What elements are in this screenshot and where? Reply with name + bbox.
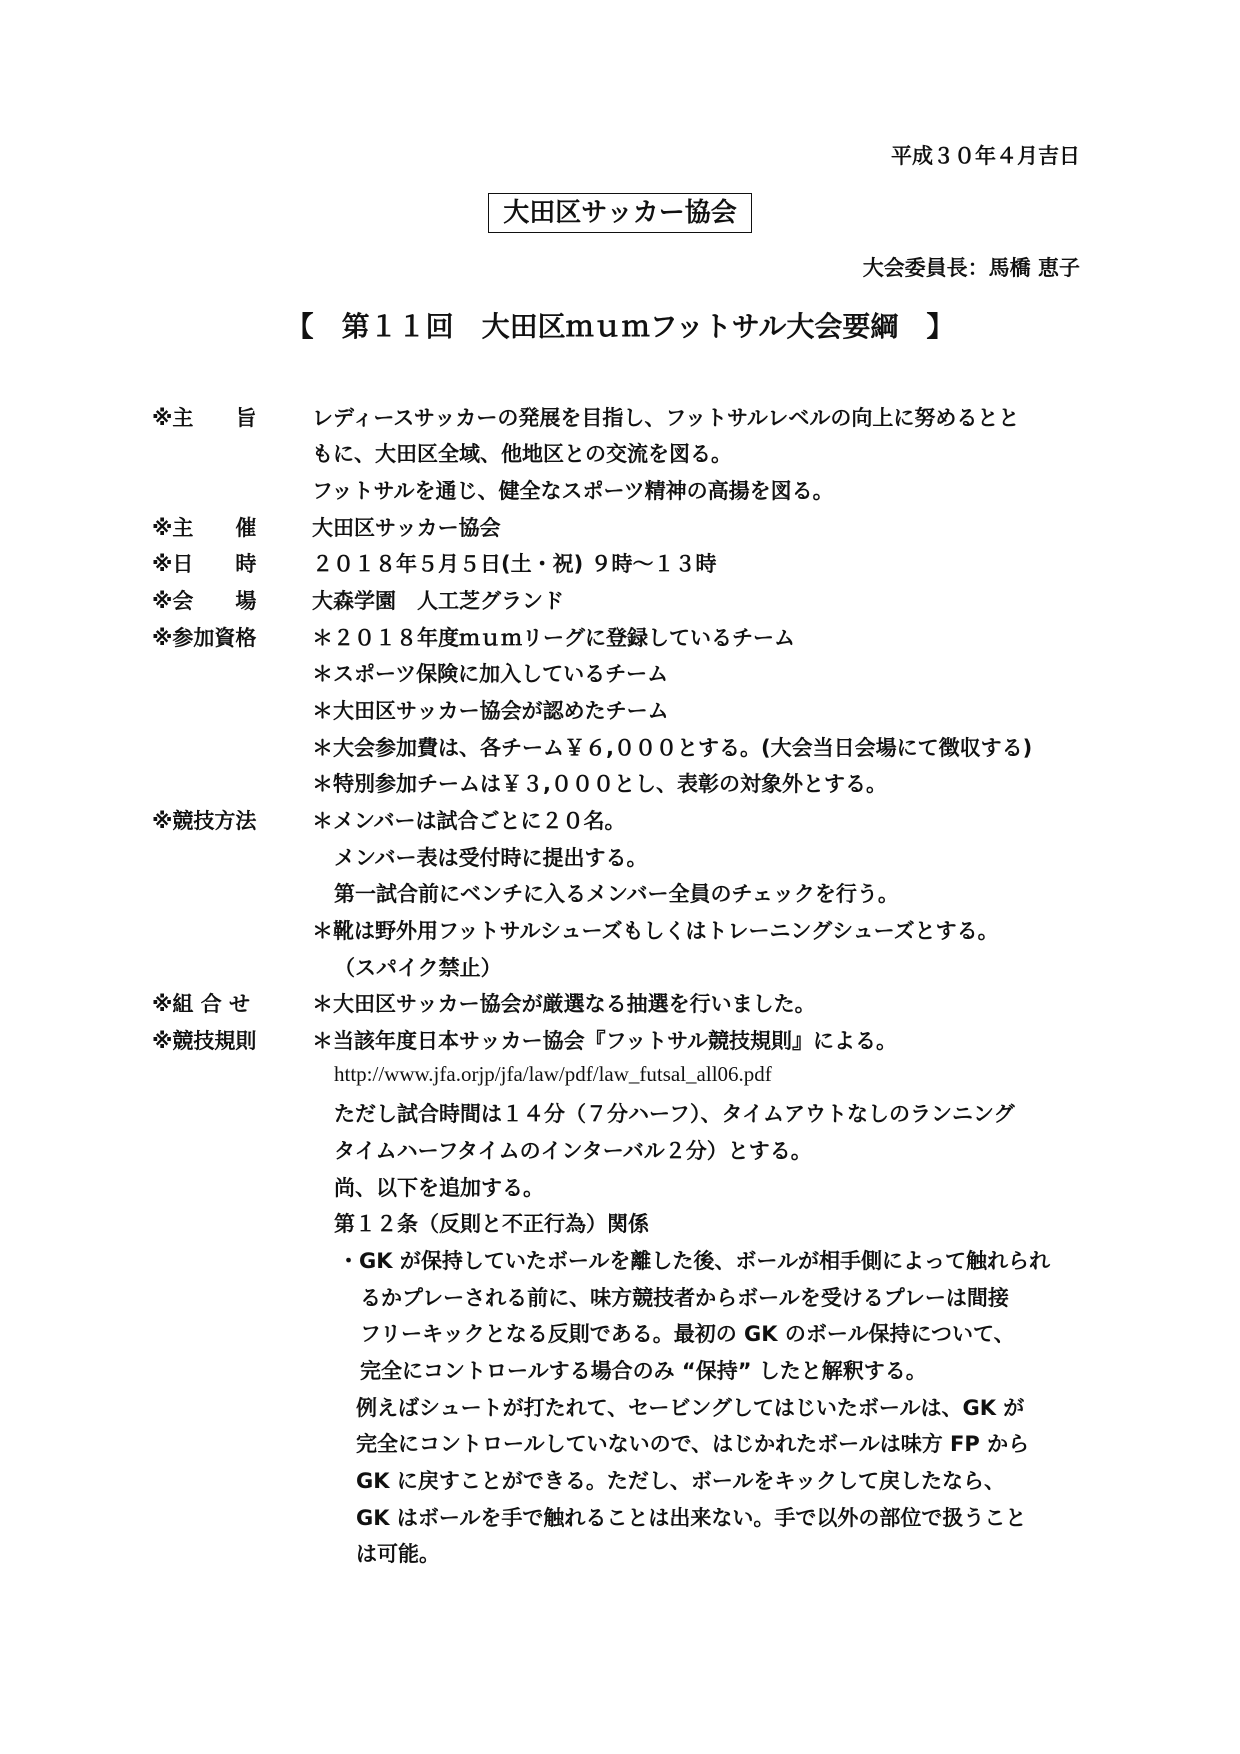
section-line: GK に戻すことができる。ただし、ボールをキックして戻したなら、: [356, 1469, 1005, 1493]
section-line: ＊靴は野外用フットサルシューズもしくはトレーニングシューズとする。: [312, 919, 999, 943]
section-line: ＊当該年度日本サッカー協会『フットサル競技規則』による。: [312, 1029, 898, 1053]
section-line: ＊スポーツ保険に加入しているチーム: [312, 662, 669, 686]
section-line: （スパイク禁止）: [334, 956, 502, 980]
organization-name-box: 大田区サッカー協会: [488, 193, 752, 233]
section-line: 例えばシュートが打たれて、セービングしてはじいたボールは、GK が: [356, 1396, 1025, 1420]
section-label-venue: ※会 場: [152, 589, 257, 613]
section-line: ＊大田区サッカー協会が厳選なる抽選を行いました。: [312, 992, 816, 1016]
document-title: 【 第１１回 大田区ｍｕｍフットサル大会要綱 】: [285, 310, 955, 343]
section-line: 第１２条（反則と不正行為）関係: [334, 1212, 649, 1236]
section-line: 第一試合前にベンチに入るメンバー全員のチェックを行う。: [334, 882, 899, 906]
section-label-matchups: ※組 合 せ: [152, 992, 251, 1016]
section-line: 完全にコントロールしていないので、はじかれたボールは味方 FP から: [356, 1432, 1030, 1456]
section-line: もに、大田区全域、他地区との交流を図る。: [312, 442, 732, 466]
section-line: るかプレーされる前に、味方競技者からボールを受けるプレーは間接: [360, 1286, 1009, 1310]
section-line: フットサルを通じ、健全なスポーツ精神の高揚を図る。: [312, 479, 834, 503]
section-line: 尚、以下を追加する。: [334, 1176, 544, 1200]
section-line: ２０１８年５月５日(土・祝) ９時～１３時: [312, 552, 717, 576]
rules-url-link[interactable]: http://www.jfa.orjp/jfa/law/pdf/law_futsal_all06.pdf: [334, 1062, 772, 1086]
section-line: 大田区サッカー協会: [312, 516, 501, 540]
section-line: ＊大田区サッカー協会が認めたチーム: [312, 699, 669, 723]
section-label-eligibility: ※参加資格: [152, 626, 257, 650]
section-line: ＊大会参加費は、各チーム￥６,０００とする。(大会当日会場にて徴収する): [312, 736, 1033, 760]
section-line: レディースサッカーの発展を目指し、フットサルレベルの向上に努めるとと: [312, 406, 1020, 430]
document-date: 平成３０年４月吉日: [891, 144, 1080, 168]
section-label-rules: ※競技規則: [152, 1029, 257, 1053]
section-line: ・GK が保持していたボールを離した後、ボールが相手側によって触れられ: [338, 1249, 1050, 1273]
section-label-organizer: ※主 催: [152, 516, 257, 540]
section-line: ＊メンバーは試合ごとに２０名。: [312, 809, 626, 833]
section-label-competition-method: ※競技方法: [152, 809, 257, 833]
section-line: メンバー表は受付時に提出する。: [334, 846, 648, 870]
section-line: フリーキックとなる反則である。最初の GK のボール保持について、: [360, 1322, 1015, 1346]
committee-chair: 大会委員長：馬橋 恵子: [862, 256, 1080, 280]
section-line: 完全にコントロールする場合のみ “保持” したと解釈する。: [360, 1359, 927, 1383]
section-line: GK はボールを手で触れることは出来ない。手で以外の部位で扱うこと: [356, 1506, 1027, 1530]
section-label-purpose: ※主 旨: [152, 406, 257, 430]
section-line: ＊特別参加チームは￥３,０００とし、表彰の対象外とする。: [312, 772, 887, 796]
section-line: ただし試合時間は１４分（７分ハーフ）、タイムアウトなしのランニング: [334, 1102, 1015, 1126]
section-line: は可能。: [356, 1542, 440, 1566]
section-line: ＊２０１８年度ｍｕｍリーグに登録しているチーム: [312, 626, 795, 650]
section-line: タイムハーフタイムのインターバル２分）とする。: [334, 1139, 812, 1163]
section-line: 大森学園 人工芝グランド: [312, 589, 564, 613]
section-label-datetime: ※日 時: [152, 552, 257, 576]
